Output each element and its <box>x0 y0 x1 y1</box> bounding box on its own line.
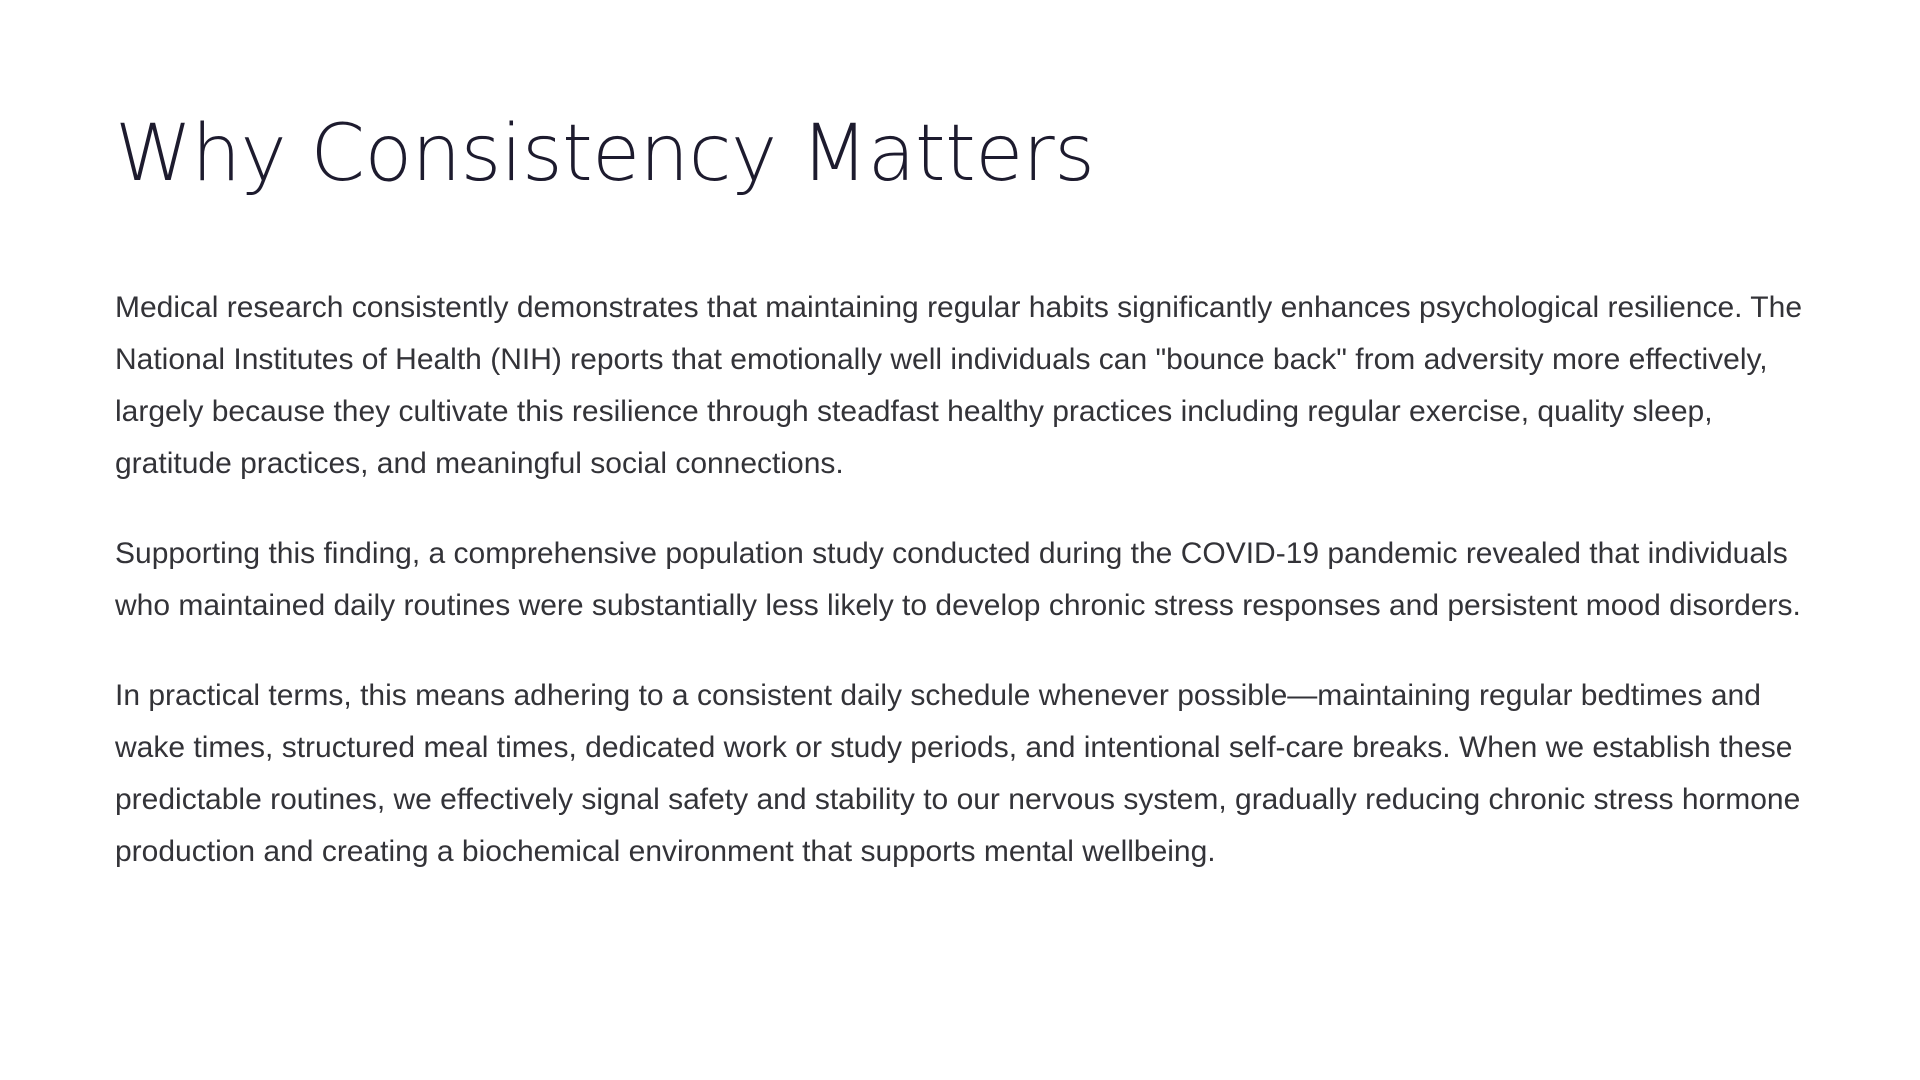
slide-title: Why Consistency Matters <box>115 109 1095 199</box>
slide-body <box>115 282 1805 878</box>
paragraph-research: Medical research consistently demonstrates that maintaining regular habits significantly enhances psychological resilience. The National Institutes of Health (NIH) reports that emotionally well individuals can "bounce back" from adversity more effectively, largely because they cultivate this resilience through steadfast healthy practices including regular exercise, quality sleep, gratitude practices, and meaningful social connections. <box>115 290 1803 480</box>
paragraph-covid-study: Supporting this finding, a comprehensive population study conducted during the COVID-19 pandemic revealed that individuals who maintained daily routines were substantially less likely to develop chronic stress responses and persistent mood disorders. <box>115 536 1801 622</box>
paragraph-practical-terms: In practical terms, this means adhering to a consistent daily schedule whenever possible—maintaining regular bedtimes and wake times, structured meal times, dedicated work or study periods, and intentional self-care breaks. When we establish these predictable routines, we effectively signal safety and stability to our nervous system, gradually reducing chronic stress hormone production and creating a biochemical environment that supports mental wellbeing. <box>115 678 1801 868</box>
